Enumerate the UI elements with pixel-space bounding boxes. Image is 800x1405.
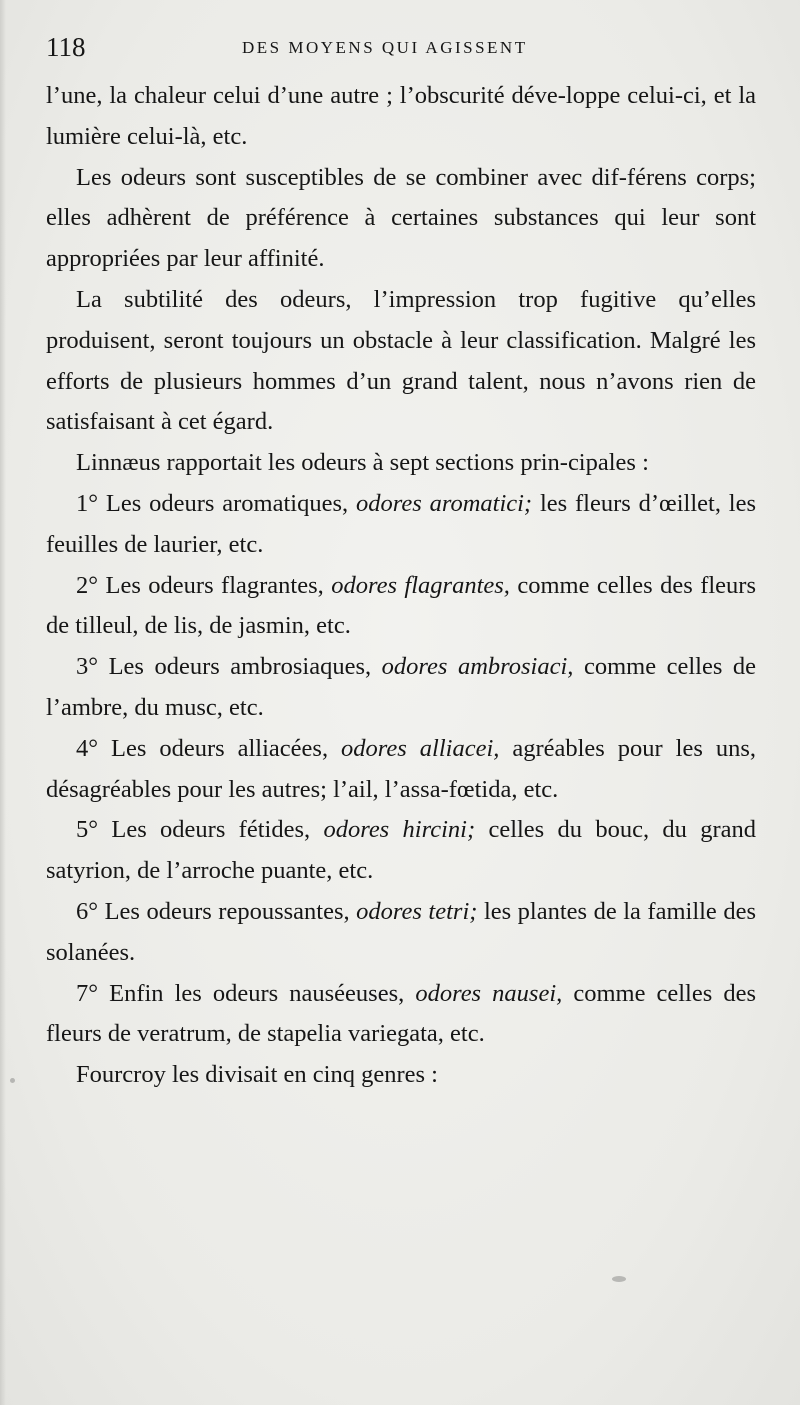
ink-speck — [10, 1078, 15, 1083]
latin-term: odores alliacei, — [341, 734, 500, 762]
paragraph-fourcroy: Fourcroy les divisait en cinq genres : — [76, 1061, 438, 1089]
latin-term: odores tetri; — [356, 897, 478, 925]
ink-smudge — [612, 1276, 626, 1282]
list-item-text: celles du bouc, du grand satyrion, de l’arroche puante, etc. — [46, 816, 756, 885]
page-edge-shadow — [0, 0, 6, 1405]
list-item-text: comme celles des fleurs de tilleul, de lis, de jasmin, etc. — [46, 571, 756, 640]
page-number: 118 — [46, 32, 86, 62]
list-item-text: comme celles des fleurs de veratrum, de stapelia variegata, etc. — [46, 979, 757, 1048]
list-item-text: 7° Enfin les odeurs nauséeuses, — [76, 979, 416, 1007]
latin-term: odores hircini; — [323, 816, 476, 844]
list-item-ambrosiaques — [46, 647, 756, 729]
list-item-text: 1° Les odeurs aromatiques, — [76, 489, 356, 517]
paragraph-linnaeus: Linnæus rapportait les odeurs à sept sections prin-cipales : — [76, 449, 649, 477]
list-item-nauseeuses — [46, 974, 756, 1056]
list-item-flagrantes — [46, 566, 756, 648]
paragraph-continuation: l’une, la chaleur celui d’une autre ; l’obscurité déve-loppe celui-ci, et la lumière celui-là, etc. — [46, 82, 756, 150]
list-item-text: agréables pour les uns, désagréables pour les autres; l’ail, l’assa-fœtida, etc. — [46, 734, 756, 803]
list-item-text: comme celles de l’ambre, du musc, etc. — [46, 653, 756, 721]
latin-term: odores ambrosiaci, — [381, 653, 574, 681]
running-head: DES MOYENS QUI AGISSENT — [242, 38, 528, 57]
list-item-text: 6° Les odeurs repoussantes, — [76, 897, 357, 925]
list-item-text: 5° Les odeurs fétides, — [76, 816, 324, 844]
page-header — [46, 32, 752, 64]
list-item-text: 3° Les odeurs ambrosiaques, — [76, 653, 382, 681]
list-item-repoussantes — [46, 892, 756, 974]
list-item-text: les fleurs d’œillet, les feuilles de laurier, etc. — [46, 489, 756, 558]
latin-term: odores flagrantes, — [331, 571, 510, 599]
list-item-text: 2° Les odeurs flagrantes, — [76, 571, 332, 599]
list-item-text: 4° Les odeurs alliacées, — [76, 734, 342, 762]
latin-term: odores aromatici; — [355, 489, 533, 517]
paragraph-odeurs-combiner: Les odeurs sont susceptibles de se combiner avec dif-férens corps; elles adhèrent de préférence à certaines substances qui leur sont appropriées par leur affinité. — [46, 163, 756, 273]
paragraph-subtilite: La subtilité des odeurs, l’impression trop fugitive qu’elles produisent, seront toujours un obstacle à leur classification. Malgré les efforts de plusieurs hommes d’un grand talent, nous n’avons rien de satisfaisant à cet égard. — [46, 285, 756, 436]
list-item-aromatiques — [46, 484, 756, 566]
list-item-fetides — [46, 810, 756, 892]
body-text — [46, 76, 756, 1096]
list-item-text: les plantes de la famille des solanées. — [46, 897, 756, 966]
latin-term: odores nausei, — [415, 979, 563, 1007]
list-item-alliacees — [46, 729, 756, 811]
